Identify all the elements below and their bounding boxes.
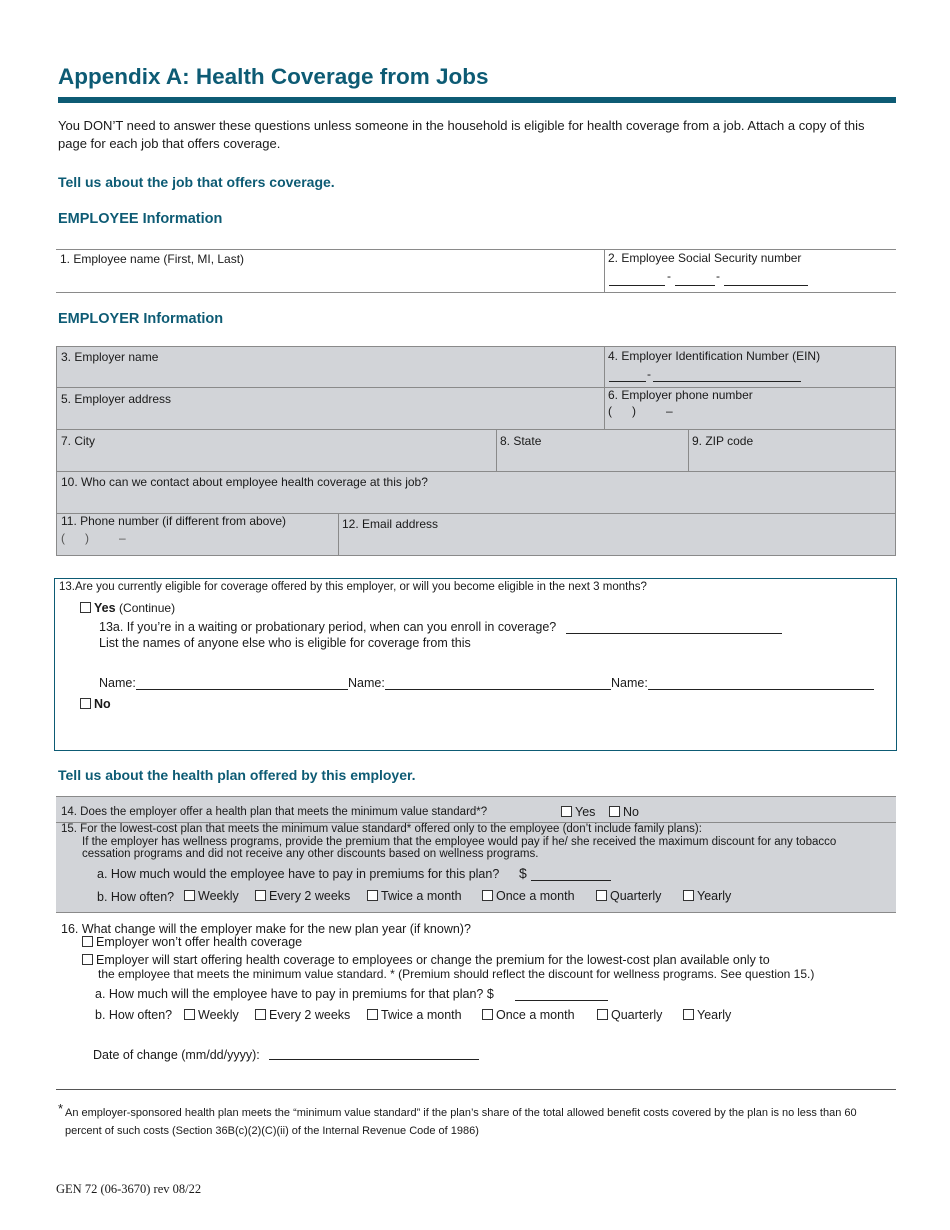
q13-question: 13.Are you currently eligible for coverage offered by this employer, or will you become eligible in the next 3 months? (59, 581, 647, 593)
employer-name-label: 3. Employer name (61, 350, 159, 364)
employee-heading: EMPLOYEE Information (58, 211, 223, 227)
zip-label: 9. ZIP code (692, 434, 754, 448)
no-label: No (94, 697, 111, 711)
employer-name-field[interactable] (57, 347, 604, 387)
checkbox[interactable] (255, 890, 266, 901)
q16-option-start-offering[interactable] (82, 953, 770, 967)
date-of-change-label: Date of change (mm/dd/yyyy): (93, 1048, 260, 1062)
employer-phone-format[interactable]: ( ) – (608, 404, 673, 418)
employer-heading: EMPLOYER Information (58, 311, 224, 327)
divider (56, 429, 896, 430)
no-label: No (623, 805, 639, 819)
q16-option-every-2-weeks[interactable] (255, 1008, 350, 1022)
employee-name-field[interactable] (56, 249, 605, 293)
checkbox[interactable] (184, 1009, 195, 1020)
checkbox[interactable] (82, 954, 93, 965)
footnote-rule (56, 1089, 896, 1090)
name3-line[interactable] (648, 689, 874, 690)
employer-address-field[interactable] (57, 388, 604, 429)
option-label: Yearly (697, 889, 732, 903)
employee-name-label: 1. Employee name (First, MI, Last) (60, 252, 245, 266)
email-field[interactable] (339, 514, 895, 555)
option-label: Every 2 weeks (269, 1008, 351, 1022)
divider (688, 430, 689, 472)
phone2-label: 11. Phone number (if different from above) (61, 514, 287, 528)
checkbox[interactable] (255, 1009, 266, 1020)
q13a-label: 13a. If you’re in a waiting or probationary period, when can you enroll in coverage? (99, 620, 557, 634)
q14-question: 14. Does the employer offer a health plan that meets the minimum value standard*? (61, 806, 488, 818)
email-label: 12. Email address (342, 517, 439, 531)
checkbox[interactable] (683, 890, 694, 901)
q15-question: 15. For the lowest-cost plan that meets the minimum value standard* offered only to the employee (don’t include family plans): (61, 823, 702, 835)
state-label: 8. State (500, 434, 542, 448)
q13a-line[interactable] (566, 633, 782, 634)
q15-option-quarterly[interactable] (596, 889, 661, 903)
checkbox[interactable] (482, 1009, 493, 1020)
q15-note: If the employer has wellness programs, provide the premium that the employee would pay if he/ she received the maximum discount for any tobacco cessation programs and did not receive any other discounts based on wellness programs. (82, 836, 837, 860)
q13-list-label: List the names of anyone else who is eligible for coverage from this (99, 636, 471, 650)
q16-option-start-offering-cont: the employee that meets the minimum value standard. * (Premium should reflect the discount for wellness programs. See question 15.) (98, 967, 815, 981)
q14-no-option[interactable] (609, 805, 639, 819)
phone2-format[interactable]: ( ) – (61, 531, 126, 545)
q16-b-label: b. How often? (95, 1008, 173, 1022)
divider (604, 346, 605, 430)
checkbox[interactable] (184, 890, 195, 901)
q15-option-yearly[interactable] (683, 889, 731, 903)
q15-b-label: b. How often? (97, 890, 175, 904)
ein-part2-line[interactable] (653, 381, 801, 382)
checkbox[interactable] (561, 806, 572, 817)
checkbox[interactable] (683, 1009, 694, 1020)
option-label: Once a month (496, 1008, 575, 1022)
checkbox[interactable] (82, 936, 93, 947)
q15-a-label: a. How much would the employee have to pay in premiums for this plan? (97, 867, 500, 881)
q15-option-weekly[interactable] (184, 889, 239, 903)
section-plan-heading: Tell us about the health plan offered by this employer. (58, 767, 416, 783)
option-label: Yearly (697, 1008, 732, 1022)
checkbox[interactable] (596, 890, 607, 901)
option-label: Employer won’t offer health coverage (96, 935, 303, 949)
ssn-sep: - (716, 269, 720, 283)
ein-label: 4. Employer Identification Number (EIN) (608, 349, 821, 363)
continue-label: (Continue) (119, 601, 176, 615)
footnote-text: An employer-sponsored health plan meets the “minimum value standard” if the plan’s share of the total allowed benefit costs covered by the plan is no less than 60 percent of such costs (Section 36B(c)(2)(C)(ii) of the Internal Revenue Code of 1986) (65, 1107, 857, 1137)
checkbox[interactable] (367, 890, 378, 901)
checkbox[interactable] (367, 1009, 378, 1020)
option-label: Employer will start offering health coverage to employees or change the premium for the lowest-cost plan available only to (96, 953, 770, 967)
q16-option-quarterly[interactable] (597, 1008, 662, 1022)
checkbox[interactable] (482, 890, 493, 901)
q13-no-option[interactable] (80, 697, 111, 711)
q16-option-weekly[interactable] (184, 1008, 239, 1022)
name1-label: Name: (99, 676, 136, 690)
employer-phone-label: 6. Employer phone number (608, 388, 753, 402)
yes-label: Yes (94, 601, 116, 615)
name2-label: Name: (348, 676, 385, 690)
checkbox[interactable] (80, 698, 91, 709)
option-label: Every 2 weeks (269, 889, 351, 903)
q16-a-label: a. How much will the employee have to pay in premiums for that plan? $ (95, 987, 494, 1001)
page-title: Appendix A: Health Coverage from Jobs (58, 64, 489, 89)
footnote-star: * (58, 1101, 64, 1116)
title-rule (58, 97, 896, 103)
city-label: 7. City (61, 434, 96, 448)
q16-option-no-coverage[interactable] (82, 935, 302, 949)
intro-text: You DON’T need to answer these questions unless someone in the household is eligible for health coverage from a job. Attach a copy of this page for each job that offers coverage. (58, 118, 865, 151)
employer-address-label: 5. Employer address (61, 392, 172, 406)
section-job-heading: Tell us about the job that offers coverage. (58, 174, 335, 190)
q13-box (54, 578, 897, 751)
q15-option-once-a-month[interactable] (482, 889, 575, 903)
option-label: Quarterly (611, 1008, 663, 1022)
q13-yes-option[interactable] (80, 601, 175, 615)
dollar-sign: $ (519, 865, 527, 881)
employee-ssn-field[interactable] (605, 249, 896, 293)
name3-label: Name: (611, 676, 648, 690)
q16-option-twice-a-month[interactable] (367, 1008, 462, 1022)
checkbox[interactable] (597, 1009, 608, 1020)
ssn-sep: - (667, 269, 671, 283)
checkbox[interactable] (80, 602, 91, 613)
q16-option-yearly[interactable] (683, 1008, 731, 1022)
option-label: Once a month (496, 889, 575, 903)
ssn-label: 2. Employee Social Security number (608, 251, 802, 265)
option-label: Quarterly (610, 889, 662, 903)
divider (496, 430, 497, 472)
option-label: Twice a month (381, 889, 462, 903)
ssn-part1-line[interactable] (609, 285, 665, 286)
ein-part1-line[interactable] (609, 381, 646, 382)
checkbox[interactable] (609, 806, 620, 817)
q15-option-twice-a-month[interactable] (367, 889, 462, 903)
ssn-part2-line[interactable] (675, 285, 715, 286)
yes-label: Yes (575, 805, 596, 819)
option-label: Twice a month (381, 1008, 462, 1022)
q15-option-every-2-weeks[interactable] (255, 889, 350, 903)
form-id: GEN 72 (06-3670) rev 08/22 (56, 1182, 202, 1196)
date-of-change-line[interactable] (269, 1059, 479, 1060)
ssn-part3-line[interactable] (724, 285, 808, 286)
q16-a-line[interactable] (515, 1000, 608, 1001)
ein-sep: - (647, 367, 651, 381)
option-label: Weekly (198, 889, 239, 903)
q14-yes-option[interactable] (561, 805, 595, 819)
q16-question: 16. What change will the employer make for the new plan year (if known)? (61, 922, 471, 936)
q16-option-once-a-month[interactable] (482, 1008, 575, 1022)
q15-a-line[interactable] (531, 880, 611, 881)
contact-field[interactable] (57, 472, 895, 513)
name2-line[interactable] (385, 689, 611, 690)
contact-label: 10. Who can we contact about employee health coverage at this job? (61, 475, 428, 489)
option-label: Weekly (198, 1008, 239, 1022)
name1-line[interactable] (136, 689, 348, 690)
